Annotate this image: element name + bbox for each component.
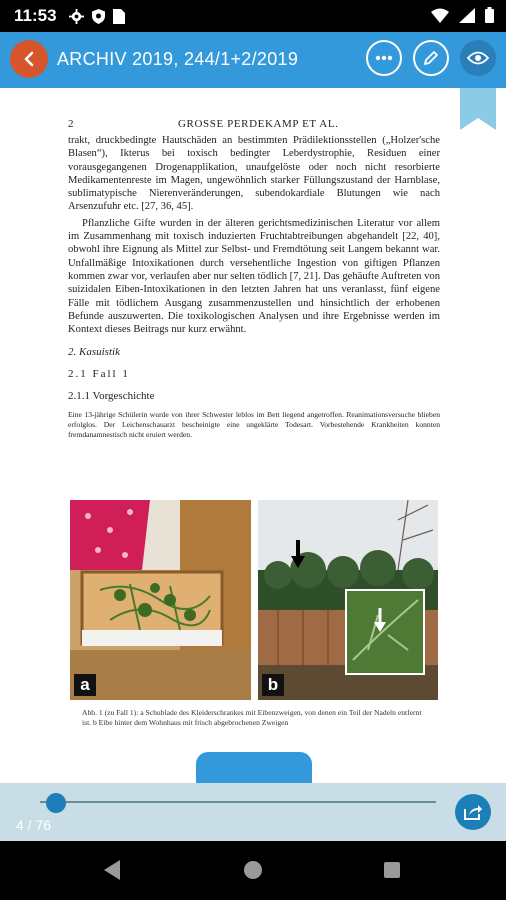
more-options-button[interactable] (366, 40, 402, 76)
figure-image-b[interactable] (258, 500, 438, 700)
document-title: ARCHIV 2019, 244/1+2/2019 (57, 49, 299, 69)
figure-image-a[interactable] (70, 500, 251, 700)
reader-bottom-bar (0, 783, 506, 841)
shield-icon (92, 9, 105, 24)
page-slider-thumb[interactable] (46, 793, 66, 813)
nav-back-icon[interactable] (104, 860, 122, 880)
running-head (68, 118, 440, 134)
gear-icon (69, 9, 84, 24)
back-button[interactable] (10, 40, 48, 78)
page-counter: 4 / 76 (16, 817, 52, 833)
page-slider-track[interactable] (40, 801, 436, 803)
pencil-icon (422, 49, 440, 67)
section-heading-2-1: 2.1 Fall 1 (68, 368, 130, 381)
chevron-left-icon (22, 51, 36, 67)
battery-icon (485, 7, 494, 23)
more-dots-icon (375, 55, 393, 61)
view-button[interactable] (460, 40, 496, 76)
share-icon (463, 803, 483, 821)
paragraph-1: trakt, druckbedingte Hautschäden an bestimmten Prädilektionsstellen („Holzer'sche Blasen“), Ikterus bei toxisch bedingter Leberdystrophie, Residuen einer vorausgegangenen Drogenapplikation, unaufgelöste oder noch nicht resorbierte Medikamentenreste im Magen, ungewöhnlich starker Füllungszustand der Harnblase, sublimatypische Nierenveränderungen, subendokardiale Blutungen wie nach Arsenzufuhr etc. [27, 36, 45]. (68, 135, 440, 213)
figure-1 (68, 500, 440, 700)
running-head-title: GROSSE PERDEKAMP ET AL. (178, 118, 339, 130)
bookmark-icon[interactable] (460, 88, 496, 130)
document-page (68, 118, 440, 440)
nav-recents-icon[interactable] (384, 862, 400, 878)
figure-caption: Abb. 1 (zu Fall 1): a Schublade des Kleiderschrankes mit Eibenzweigen, von denen ein Teil der Nadeln entfernt ist. b Eibe hinter dem Wohnhaus mit frisch abgebrochenen Zweigen (82, 708, 422, 727)
section-heading-2-1-1: 2.1.1 Vorgeschichte (68, 390, 155, 403)
signal-icon (459, 8, 475, 23)
edit-button[interactable] (413, 40, 449, 76)
share-button[interactable] (455, 794, 491, 830)
sim-card-icon (113, 9, 125, 24)
figure-label-a: a (74, 674, 96, 696)
paragraph-2: Pflanzliche Gifte wurden in der älteren gerichtsmedizinischen Literatur vor allem im Zusammenhang mit toxisch induzierten Fruchtabtreibungen abgehandelt [22, 40], obwohl ihre Eignung als Mittel zur Selbst- und Fremdtötung seit Langem bekannt war. Unfallmäßige Intoxikationen durch versehentliche Ingestion von giftigen Pflanzen kommen zwar vor, verlaufen aber nur selten tödlich [7, 21]. Das gehäufte Auftreten von suizidalen Eiben-Intoxikationen in den letzten Jahren hat uns veranlasst, fünf eigene Fälle mit tödlichem Ausgang zusammenzustellen und hinsichtlich der erhobenen Befunde auszuwerten. Die toxikologischen Analysen und ihre Ergebnisse werden im Kontext dieses Beitrags nur kurz erwähnt. (68, 217, 440, 336)
page-number: 2 (68, 118, 74, 130)
app-bar (0, 32, 506, 88)
wifi-icon (431, 8, 449, 23)
eye-icon (467, 51, 489, 65)
case-history-text: Eine 13-jährige Schülerin wurde von ihrer Schwester leblos im Bett liegend angetroffen. Reanimationsversuche blieben erfolglos. Der Leichenschauarzt bescheinigte eine ungeklärte Todesart. Vorbestehende Krankheiten konnten fremdanamnestisch nicht eruiert werden. (68, 410, 440, 440)
section-heading-2: 2. Kasuistik (68, 346, 120, 359)
toolbar-toggle-tab[interactable] (196, 752, 312, 786)
nav-home-icon[interactable] (244, 861, 262, 879)
status-bar (0, 0, 506, 32)
figure-label-b: b (262, 674, 284, 696)
status-time: 11:53 (14, 6, 57, 25)
